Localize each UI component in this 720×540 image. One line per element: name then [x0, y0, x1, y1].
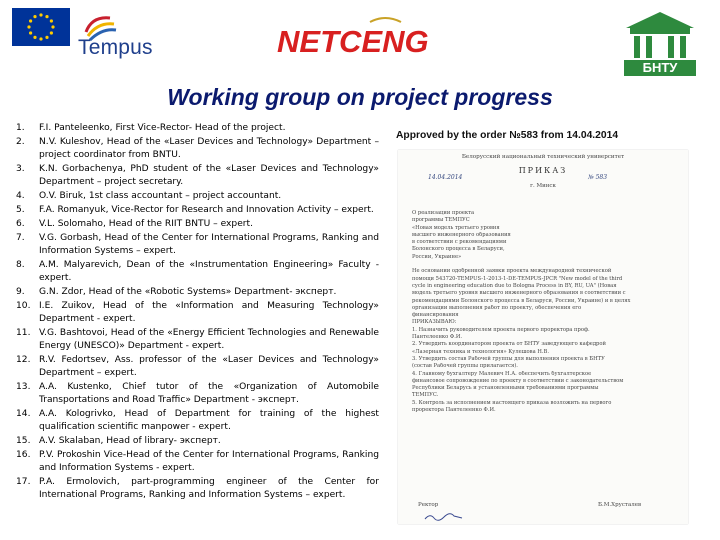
scan-line: проректора Пантелеенко Ф.И. [412, 407, 496, 414]
list-item [16, 300, 379, 326]
netceng-logo-text: NETCENG [277, 24, 429, 59]
scan-line: Республики Беларусь и установленными требованиями программы [412, 385, 599, 392]
list-item [16, 122, 379, 135]
netceng-logo [275, 16, 455, 60]
list-item-text: O.V. Biruk, 1st class accountant – project accountant. [39, 191, 282, 201]
eu-star-icon [33, 15, 36, 18]
list-item [16, 354, 379, 380]
list-item-number: 14. [16, 409, 31, 419]
scan-line: программы ТЕМПУС [412, 217, 470, 224]
scan-line: О реализации проекта [412, 210, 475, 216]
list-item [16, 136, 379, 162]
eu-star-icon [50, 19, 53, 22]
eu-star-icon [39, 13, 42, 16]
eu-star-icon [45, 36, 48, 39]
list-item [16, 435, 379, 448]
order-caption: Approved by the order №583 from 14.04.2014 [396, 130, 619, 141]
scan-body [412, 210, 674, 414]
list-item [16, 286, 379, 299]
scan-line: высшего инженерного образования [412, 231, 511, 238]
list-item-number: 10. [16, 301, 31, 311]
list-item [16, 381, 379, 407]
list-item-text: G.N. Zdor, Head of the «Robotic Systems» Department- эксперт. [39, 287, 337, 297]
scan-line: 2. Утвердить координатором проекта от БНТУ заведующего кафедрой [412, 341, 606, 348]
bntu-logo [618, 6, 702, 78]
scan-line [412, 261, 674, 268]
scan-line: помощи 543720-TEMPUS-1-2013-1-DE-TEMPUS-JPCR "New model of the third [412, 275, 623, 282]
eu-star-icon [27, 25, 30, 28]
scan-city: г. Минск [530, 183, 556, 189]
scan-line: России, Украине» [412, 253, 462, 260]
list-item-number: 7. [16, 233, 25, 243]
list-item-number: 3. [16, 164, 25, 174]
scan-line: (состав Рабочей группы прилагается). [412, 363, 518, 370]
working-group-list [16, 122, 379, 503]
signature-scribble-icon [424, 512, 464, 522]
list-item-number: 4. [16, 191, 25, 201]
list-item-text: P.V. Prokoshin Vice-Head of the Center for International Programs, Ranking and Information Systems - expert. [39, 450, 379, 473]
scan-sign-right: Б.М.Хрусталев [598, 502, 642, 508]
scan-line: 3. Утвердить состав Рабочей группы для выполнения проекта в БНТУ [412, 355, 605, 362]
list-item-text: V.G. Gorbash, Head of the Center for International Programs, Ranking and Information Systems – expert. [39, 233, 379, 256]
scan-line: организации выполнения работ по проекту, обеспечения его [412, 304, 582, 311]
bntu-logo-text: БНТУ [642, 60, 678, 75]
eu-star-icon [29, 19, 32, 22]
eu-stars-icon [12, 8, 70, 46]
list-item-number: 6. [16, 219, 25, 229]
scan-line: Не основании одобренной заявки проекта международной технической [412, 268, 612, 275]
scan-line: рекомендациями Болонского процесса в Беларуси, России, Украине) и в целях [412, 297, 631, 304]
scan-line: ПРИКАЗЫВАЮ: [412, 319, 457, 326]
list-item-number: 12. [16, 355, 31, 365]
scan-line: модель третьего уровня высшего инженерного образования в соответствии с [412, 290, 626, 297]
list-item-text: A.V. Skalaban, Head of library- эксперт. [39, 436, 221, 446]
scan-line: «Новая модель третьего уровня [412, 224, 500, 231]
list-item-text: F.A. Romanyuk, Vice-Rector for Research and Innovation Activity – expert. [39, 205, 374, 215]
eu-star-icon [50, 31, 53, 34]
tempus-logo-text: Tempus [78, 36, 153, 59]
scan-date: 14.04.2014 [428, 174, 463, 181]
list-item-number: 15. [16, 436, 31, 446]
list-item-number: 1. [16, 123, 25, 133]
list-item-text: P.A. Ermolovich, part-programming engineer of the Center for International Programs, Ranking and Information Systems – expert. [39, 477, 379, 500]
scan-number: № 583 [588, 174, 608, 181]
list-item [16, 204, 379, 217]
eu-star-icon [45, 15, 48, 18]
scan-line: 1. Назначить руководителем проекта первого проректора проф. [412, 326, 590, 333]
list-item-number: 13. [16, 382, 31, 392]
list-item-text: R.V. Fedortsev, Ass. professor of the «Laser Devices and Technology» Department – expert. [39, 355, 379, 378]
list-item-number: 11. [16, 328, 31, 338]
scan-line: ТЕМПУС. [412, 392, 439, 399]
list-item-text: A.A. Kustenko, Chief tutor of the «Organization of Automobile Transportations and Road Traffic» Department - эксперт. [39, 382, 379, 405]
eu-star-icon [51, 25, 54, 28]
list-item-number: 9. [16, 287, 25, 297]
scan-line: 4. Главному бухгалтеру Малевич Н.А. обеспечить бухгалтерское [412, 370, 592, 377]
scan-line: финансовое сопровождение по проекту в соответствии с законодательством [412, 377, 624, 384]
eu-star-icon [33, 36, 36, 39]
eu-star-icon [39, 37, 42, 40]
scan-line: 5. Контроль за исполнением настоящего приказа возложить на первого [412, 399, 612, 406]
scan-line: cycle in engineering education due to Bologna Process in BY, RU, UA" (Новая [412, 282, 617, 289]
eu-flag-logo [12, 8, 70, 46]
list-item-text: V.G. Bashtovoi, Head of the «Energy Efficient Technologies and Renewable Energy (UNESCO)» Department - expert. [39, 328, 379, 351]
scan-title: ПРИКАЗ [518, 166, 568, 175]
scan-line: «Лазерная техника и технология» Кулешова Н.В. [412, 348, 549, 355]
scan-line: Болонского процесса в Беларуси, [412, 246, 505, 253]
list-item-text: A.A. Kologrivko, Head of Department for training of the highest qualification scientific manpower - expert. [39, 409, 379, 432]
list-item-number: 17. [16, 477, 31, 487]
list-item [16, 218, 379, 231]
list-item [16, 163, 379, 189]
list-item-number: 16. [16, 450, 31, 460]
list-item [16, 259, 379, 285]
scan-sign-left: Ректор [418, 502, 439, 508]
list-item [16, 408, 379, 434]
scan-line: финансирования [412, 312, 459, 319]
list-item-number: 8. [16, 260, 25, 270]
list-item-number: 2. [16, 137, 25, 147]
list-item-text: F.I. Panteleenko, First Vice-Rector- Head of the project. [39, 123, 286, 133]
list-item-text: V.L. Solomaho, Head of the RIIT BNTU – expert. [39, 219, 253, 229]
list-item [16, 190, 379, 203]
scan-line: в соответствии с рекомендациями [412, 239, 507, 246]
list-item-text: K.N. Gorbachenya, PhD student of the «Laser Devices and Technology» Department – project secretary. [39, 164, 379, 187]
list-item [16, 327, 379, 353]
page-title: Working group on project progress [167, 84, 553, 110]
list-item [16, 476, 379, 502]
netceng-arc-icon [370, 18, 401, 22]
list-item-number: 5. [16, 205, 25, 215]
list-item-text: I.E. Zuikov, Head of the «Information and Measuring Technology» Department - expert. [39, 301, 379, 324]
list-item [16, 449, 379, 475]
list-item-text: N.V. Kuleshov, Head of the «Laser Devices and Technology» Department – project coordinator from BNTU. [39, 137, 379, 160]
list-item [16, 232, 379, 258]
order-document-scan [398, 150, 688, 524]
eu-star-icon [29, 31, 32, 34]
scan-header: Белорусский национальный технический университет [461, 154, 625, 160]
list-item-text: A.M. Malyarevich, Dean of the «Instrumentation Engineering» Faculty - expert. [39, 260, 379, 283]
scan-line: Пантелеенко Ф.И. [412, 334, 463, 341]
